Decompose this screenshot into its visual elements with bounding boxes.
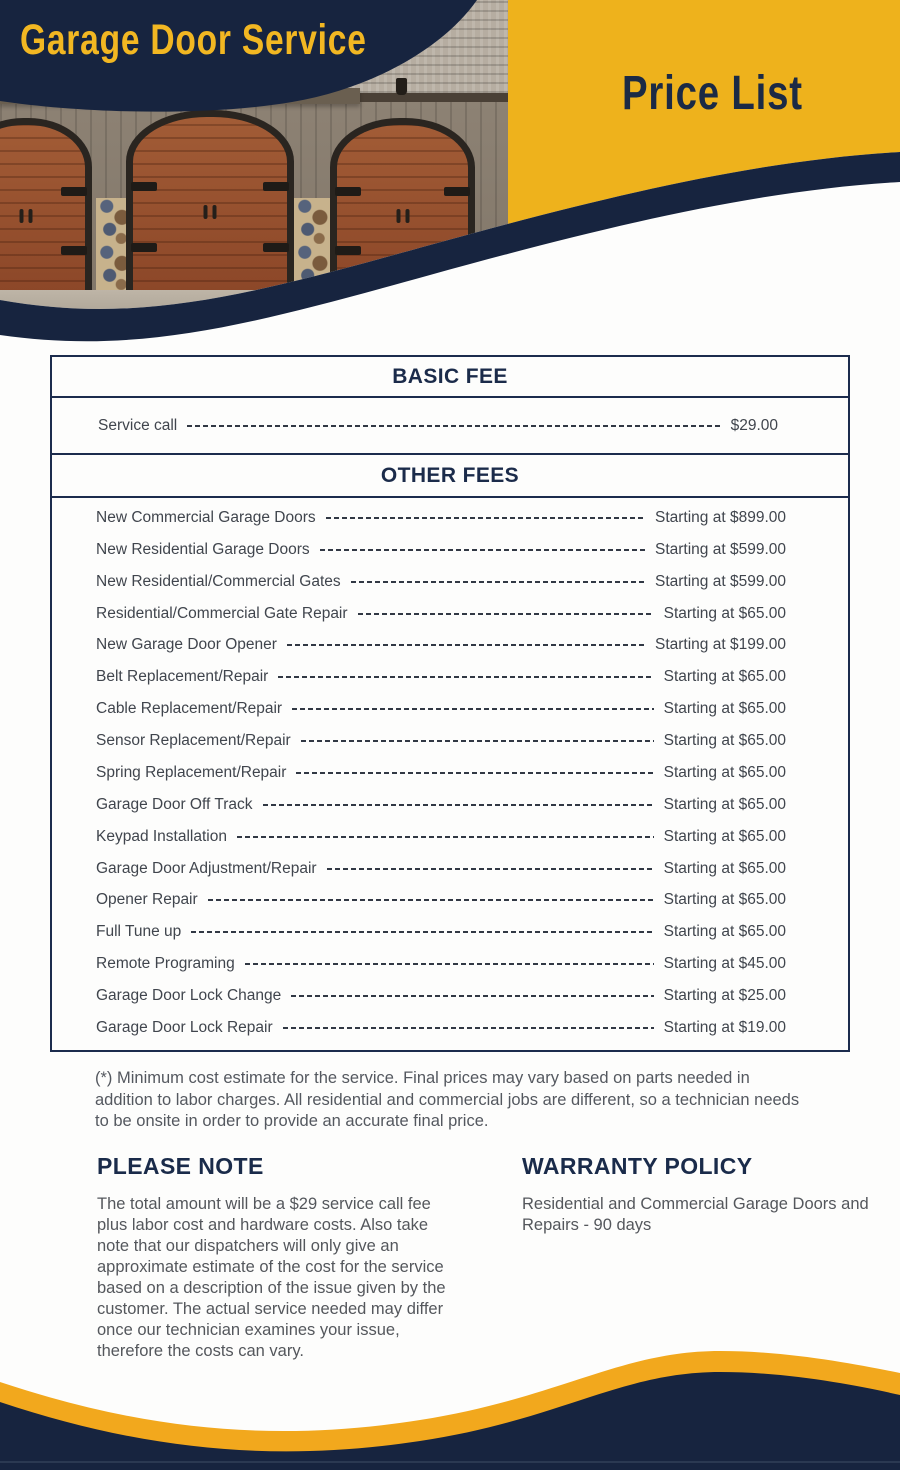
fee-row [96,605,786,623]
dashed-leader [327,868,654,870]
fee-label: New Residential/Commercial Gates [96,572,341,590]
fee-row [96,573,786,591]
fee-price: Starting at $19.00 [663,1018,786,1036]
other-fees-header: OTHER FEES [52,455,848,498]
please-note-body: The total amount will be a $29 service call fee plus labor cost and hardware costs. Also take note that our dispatchers will only give an approximate estimate of the cost for the service based on a description of the issue given by the customer. The actual service needed may differ once our technician examines your issue, therefore the costs can vary. [97,1195,446,1360]
fee-price: Starting at $65.00 [663,732,786,750]
fee-price: Starting at $599.00 [655,540,786,558]
fee-row [96,923,786,941]
dashed-leader [301,740,654,742]
fee-label: Cable Replacement/Repair [96,700,283,718]
basic-fee-rows [52,398,848,455]
dashed-leader [292,708,654,710]
fee-price: Starting at $65.00 [663,668,786,686]
fee-price: Starting at $899.00 [655,508,786,526]
page-title: Price List [622,67,803,120]
fee-label: Garage Door Lock Repair [96,1018,273,1036]
please-note-heading: PLEASE NOTE [97,1153,264,1179]
fee-label: Opener Repair [96,891,198,909]
fee-label: Service call [98,416,178,434]
fee-row [96,700,786,718]
fee-label: Full Tune up [96,923,182,941]
fee-price: Starting at $65.00 [663,763,786,781]
dashed-leader [191,931,653,933]
dashed-leader [283,1027,654,1029]
fee-row [96,955,786,973]
fee-label: Remote Programing [96,955,235,973]
dashed-leader [358,613,654,615]
fee-price: Starting at $65.00 [663,859,786,877]
dashed-leader [208,899,654,901]
fee-price: Starting at $199.00 [655,636,786,654]
fee-row [96,541,786,559]
brand-title: Garage Door Service [20,16,367,64]
fee-row [96,636,786,654]
fee-row [96,732,786,750]
fee-price: Starting at $45.00 [663,955,786,973]
dashed-leader [187,425,720,427]
dashed-leader [351,581,645,583]
fee-label: Belt Replacement/Repair [96,668,269,686]
fee-row [96,796,786,814]
footer-hairline [0,1461,900,1463]
footer-wave [0,1320,900,1470]
fee-row [96,987,786,1005]
fee-price: Starting at $599.00 [655,572,786,590]
dashed-leader [263,804,654,806]
dashed-leader [278,676,653,678]
fee-price: Starting at $65.00 [663,795,786,813]
dashed-leader [237,836,654,838]
fee-price: Starting at $25.00 [663,987,786,1005]
fee-row [98,417,778,435]
fee-label: Sensor Replacement/Repair [96,732,291,750]
other-fees-rows [52,498,848,1050]
fee-row [96,764,786,782]
dashed-leader [291,995,653,997]
fee-label: Garage Door Adjustment/Repair [96,859,317,877]
disclaimer-text: (*) Minimum cost estimate for the service. Final prices may vary based on parts needed in addition to labor charges. All residential and commercial jobs are different, so a technician needs to be onsite in order to provide an accurate final price. [95,1069,800,1130]
dashed-leader [296,772,653,774]
dashed-leader [287,644,645,646]
hero-header [0,0,900,360]
fee-price: $29.00 [730,416,778,434]
fee-label: Residential/Commercial Gate Repair [96,604,348,622]
dashed-leader [326,517,645,519]
fee-price: Starting at $65.00 [663,891,786,909]
fee-price: Starting at $65.00 [663,923,786,941]
dashed-leader [320,549,645,551]
fee-row [96,891,786,909]
fee-price: Starting at $65.00 [663,700,786,718]
fee-label: New Commercial Garage Doors [96,508,316,526]
basic-fee-header: BASIC FEE [52,357,848,398]
fee-label: Spring Replacement/Repair [96,763,287,781]
fee-row [96,828,786,846]
fee-label: Keypad Installation [96,827,227,845]
fee-row [96,1019,786,1037]
dashed-leader [245,963,654,965]
warranty-policy-body: Residential and Commercial Garage Doors and Repairs - 90 days [522,1195,869,1234]
fee-label: New Garage Door Opener [96,636,277,654]
fee-row [96,668,786,686]
fee-label: Garage Door Off Track [96,795,253,813]
fee-price: Starting at $65.00 [663,827,786,845]
fee-label: New Residential Garage Doors [96,540,310,558]
fee-label: Garage Door Lock Change [96,987,282,1005]
pricing-table [50,355,850,1052]
fee-price: Starting at $65.00 [663,604,786,622]
fee-row [96,860,786,878]
warranty-policy-heading: WARRANTY POLICY [522,1153,753,1179]
fee-row [96,509,786,527]
